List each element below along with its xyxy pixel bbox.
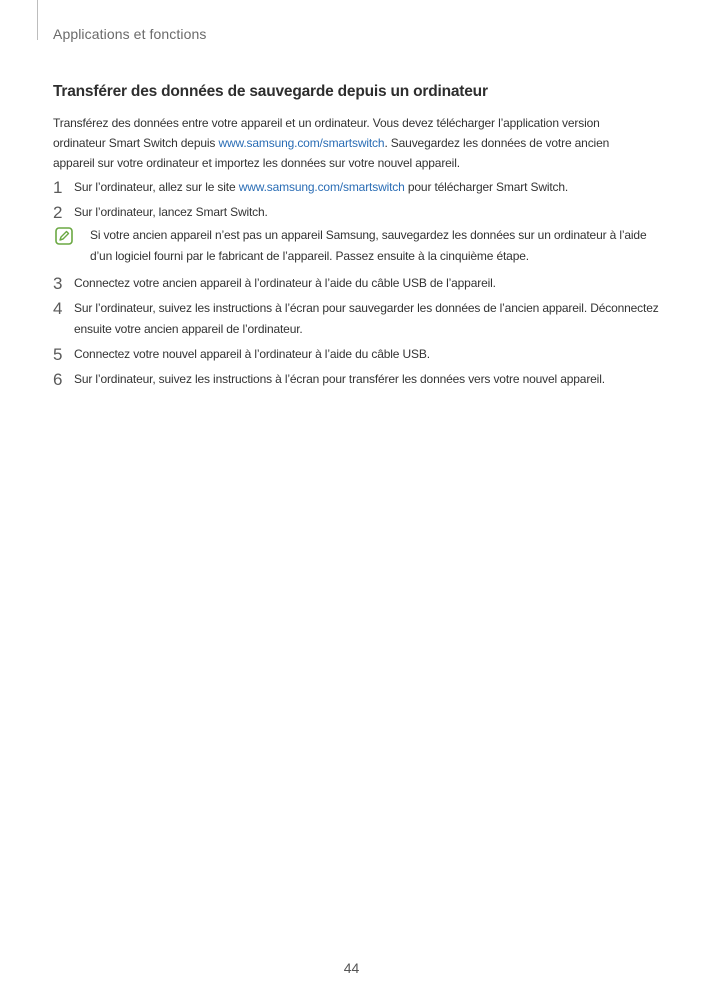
step-2: [53, 202, 663, 223]
intro-text-start: Transférez des données entre votre appareil et un ordinateur. Vous devez télécharger l’application version ordinateur Smart Switch depuis: [53, 116, 600, 150]
step-number: 3: [53, 274, 63, 293]
smartswitch-link[interactable]: www.samsung.com/smartswitch: [218, 136, 385, 150]
intro-text-end: . Sauvegardez les données de votre ancien appareil sur votre ordinateur et importez les données sur votre nouvel appareil.: [53, 136, 610, 170]
intro-paragraph: [53, 113, 653, 173]
step-text: Connectez votre ancien appareil à l’ordinateur à l’aide du câble USB de l’appareil.: [74, 276, 496, 290]
step-number: 4: [53, 299, 63, 318]
step-text-end: pour télécharger Smart Switch.: [404, 180, 569, 194]
step-number: 1: [53, 178, 63, 197]
note-text: Si votre ancien appareil n’est pas un appareil Samsung, sauvegardez les données sur un ordinateur à l’aide d’un logiciel fourni par le fabricant de l’appareil. Passez ensuite à la cinquième étape.: [90, 228, 647, 263]
page-number: 44: [343, 960, 360, 976]
chapter-header: Applications et fonctions: [53, 26, 207, 42]
step-3: [53, 273, 663, 294]
step-number: 6: [53, 370, 63, 389]
step-number: 2: [53, 203, 63, 222]
section-title: Transférer des données de sauvegarde depuis un ordinateur: [53, 83, 488, 100]
step-text-start: Sur l’ordinateur, allez sur le site: [74, 180, 239, 194]
step-4: [53, 298, 663, 340]
steps-list: [53, 177, 663, 390]
smartswitch-link[interactable]: www.samsung.com/smartswitch: [238, 180, 405, 194]
step-1: [53, 177, 663, 198]
note-pencil-icon: [55, 227, 73, 245]
note-box: [53, 225, 665, 267]
step-text: Sur l’ordinateur, suivez les instructions à l’écran pour sauvegarder les données de l’ancien appareil. Déconnectez ensuite votre ancien appareil de l’ordinateur.: [74, 301, 659, 336]
step-5: [53, 344, 663, 365]
step-text: Sur l’ordinateur, suivez les instructions à l’écran pour transférer les données vers votre nouvel appareil.: [74, 372, 605, 386]
step-text: Connectez votre nouvel appareil à l’ordinateur à l’aide du câble USB.: [74, 347, 430, 361]
step-6: [53, 369, 663, 390]
step-number: 5: [53, 345, 63, 364]
step-text: Sur l’ordinateur, lancez Smart Switch.: [74, 205, 268, 219]
header-divider: [37, 0, 38, 40]
